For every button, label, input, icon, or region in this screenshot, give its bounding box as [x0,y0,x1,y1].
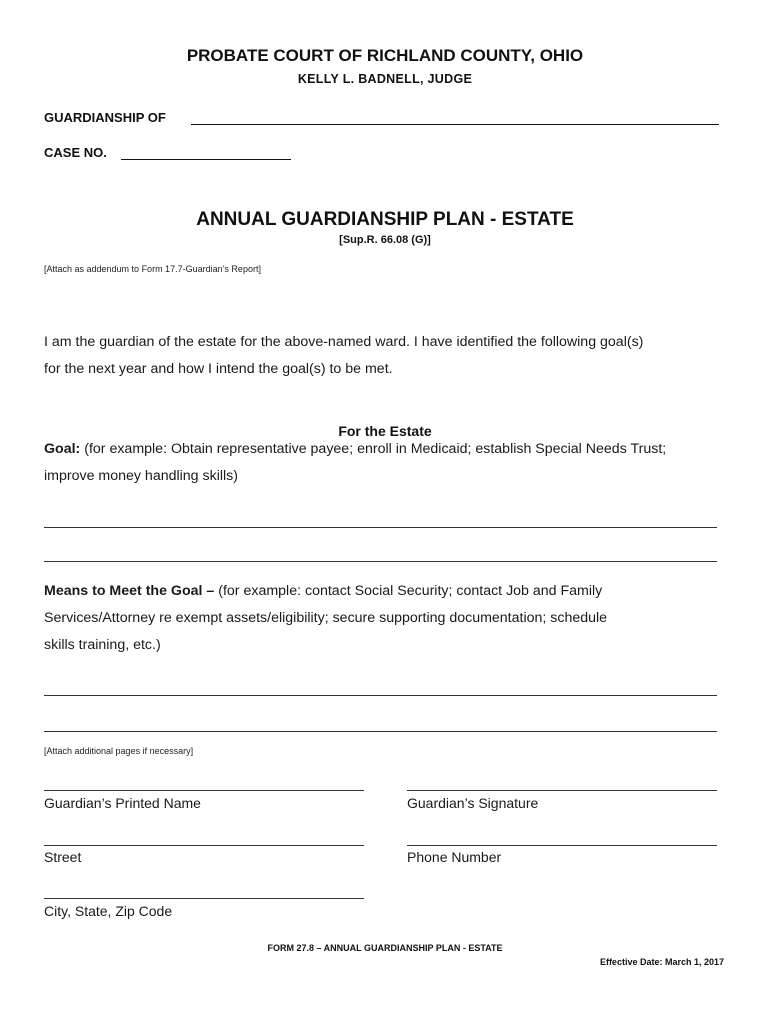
case-no-field[interactable] [121,143,291,160]
guardianship-of-field[interactable] [191,108,719,125]
street-line[interactable] [44,845,364,846]
form-title: ANNUAL GUARDIANSHIP PLAN - ESTATE [196,209,574,230]
goal-label: Goal: [44,441,81,457]
means-answer-line-2[interactable] [44,731,717,732]
goal-answer-line-2[interactable] [44,561,717,562]
goal-paragraph [44,436,744,490]
estate-heading: For the Estate [338,423,432,439]
means-paragraph [44,578,744,659]
means-example-line-3: skills training, etc.) [44,637,161,653]
attach-addendum-note: [Attach as addendum to Form 17.7-Guardian’s Report] [44,264,261,274]
printed-name-line[interactable] [44,790,364,791]
street-label: Street [44,849,82,865]
footer-form-title: FORM 27.8 – ANNUAL GUARDIANSHIP PLAN - ESTATE [267,943,503,953]
attach-additional-note: [Attach additional pages if necessary] [44,746,194,756]
phone-label: Phone Number [407,849,502,865]
goal-example-line-1: (for example: Obtain representative payee; enroll in Medicaid; establish Special Needs Trust; [84,441,667,457]
rule-reference: [Sup.R. 66.08 (G)] [339,234,431,246]
judge-name: KELLY L. BADNELL, JUDGE [297,72,473,86]
city-state-zip-label: City, State, Zip Code [44,903,173,919]
signature-label: Guardian’s Signature [407,795,539,811]
means-example-line-2: Services/Attorney re exempt assets/eligibility; secure supporting documentation; schedule [44,610,608,626]
goal-answer-line-1[interactable] [44,527,717,528]
footer-effective-date: Effective Date: March 1, 2017 [599,957,724,967]
means-label: Means to Meet the Goal – [44,583,215,599]
case-no-label: CASE NO. [44,145,107,160]
guardianship-of-label: GUARDIANSHIP OF [44,110,166,125]
city-state-zip-line[interactable] [44,898,364,899]
signature-line[interactable] [407,790,717,791]
means-example-line-1: (for example: contact Social Security; contact Job and Family [218,583,603,599]
intro-paragraph [44,329,734,383]
intro-line-2: for the next year and how I intend the goal(s) to be met. [44,361,393,377]
means-answer-line-1[interactable] [44,695,717,696]
intro-line-1: I am the guardian of the estate for the above-named ward. I have identified the following goal(s) [44,334,644,350]
phone-line[interactable] [407,845,717,846]
printed-name-label: Guardian’s Printed Name [44,795,201,811]
goal-example-line-2: improve money handling skills) [44,468,238,484]
court-name: PROBATE COURT OF RICHLAND COUNTY, OHIO [186,46,584,65]
